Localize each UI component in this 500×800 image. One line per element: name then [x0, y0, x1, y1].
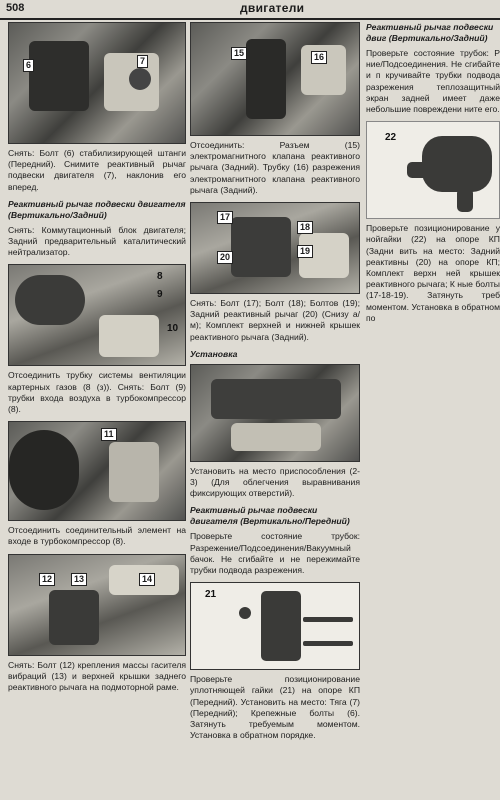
callout-label: 21 [205, 589, 217, 601]
callout-label: 6 [23, 59, 34, 72]
callout-label: 15 [231, 47, 247, 60]
engine-part [99, 315, 159, 357]
figure-c1-3 [8, 421, 186, 521]
heading-c2-2: Реактивный рычаг подвески двигателя (Вертикально/Передний) [190, 505, 350, 527]
nut-shape [239, 607, 251, 619]
engine-mount-part [407, 162, 437, 178]
engine-part [49, 590, 99, 645]
figure-c3-1 [366, 121, 500, 219]
callout-label: 17 [217, 211, 233, 224]
callout-label: 22 [385, 132, 397, 144]
engine-part [246, 39, 286, 119]
engine-part [231, 423, 321, 451]
engine-mount-part [261, 591, 301, 661]
bolt-shape [129, 68, 151, 90]
callout-label: 14 [139, 573, 155, 586]
caption-c2-4: Проверьте позиционирование уплотняющей гайки (21) на опоре КП (Передний). Установить на место: Тяга (7) (Передний); Крепежные болты (6). Затянуть требуемым моментом. Установка в обратном порядке. [190, 674, 360, 741]
caption-c1-3: Отсоединить соединительный элемент на входе в турбокомпрессор (8). [8, 525, 186, 547]
callout-label: 16 [311, 51, 327, 64]
bolt-shape [303, 641, 353, 646]
figure-c2-1 [190, 22, 360, 136]
engine-part [15, 275, 85, 325]
heading-install: Установка [190, 348, 238, 359]
engine-part [9, 430, 79, 510]
engine-part [29, 41, 89, 111]
callout-label: 18 [297, 221, 313, 234]
text-c1-1: Снять: Коммутационный блок двигателя; Задний предварительный каталитический нейтрализатор. [8, 224, 186, 258]
figure-c1-1 [8, 22, 186, 144]
callout-label: 20 [217, 251, 233, 264]
text-c2-2: Проверьте состояние трубок: Разрежение/Подсоединения/Вакуумный бачок. Не сгибайте и не пережимайте трубки подвода разрежения. [190, 531, 360, 576]
heading-c1-1: Реактивный рычаг подвески двигателя (Вертикально/Задний) [8, 198, 186, 220]
column-2 [190, 22, 360, 747]
page-header [0, 0, 500, 20]
callout-label: 7 [137, 55, 148, 68]
bolt-shape [303, 617, 353, 622]
caption-c1-2: Отсоединить трубку системы вентиляции картерных газов (8 (з)). Снять: Болт (9) трубки входа воздуха в турбокомпрессор (8). [8, 370, 186, 415]
section-title: двигатели [240, 1, 305, 15]
figure-c2-3 [190, 364, 360, 462]
engine-part [231, 217, 291, 277]
figure-c1-2 [8, 264, 186, 366]
caption-c1-1: Снять: Болт (6) стабилизирующей штанги (Передний). Снимите реактивный рычаг подвески двигателя (7), наклонив его вперед. [8, 148, 186, 192]
callout-label: 10 [167, 323, 179, 335]
callout-label: 8 [157, 271, 163, 283]
page-number: 508 [6, 2, 25, 14]
engine-mount-part [457, 188, 473, 212]
column-1 [8, 22, 186, 699]
text-c3-2: Проверьте позиционирование у нойгайки (22) на опоре КП (Задни вить на место: Задний реактивны (20) на опоре КП; Комплект верхн ней крышек реактивного рычага; К ные болты (17-18-19). Затянуть треб моментом. Установка в обратном по [366, 223, 500, 323]
caption-c2-1: Отсоединить: Разъем (15) электромагнитного клапана реактивного рычага (Задний). Трубку (16) разрежения электромагнитного клапана реактивного рычага (Задний). [190, 140, 360, 195]
caption-c2-3: Установить на место приспособления (2-3) (Для облегчения выравнивания фиксирующих отверстий). [190, 465, 360, 499]
callout-label: 12 [39, 573, 55, 586]
figure-c1-4 [8, 554, 186, 656]
callout-label: 11 [101, 428, 117, 441]
text-c3-1: Проверьте состояние трубок: Р ние/Подсоединения. Не сгибайте и п кручивайте трубки подвода разрежения теплозащитный экран задней имеет даже небольшие повреждени ните его. [366, 48, 500, 115]
figure-c2-4 [190, 582, 360, 670]
callout-label: 9 [157, 289, 163, 301]
caption-c2-2: Снять: Болт (17); Болт (18); Болтов (19); Задний реактивный рычаг (20) (Снизу а/м); Комплект верхней и нижней крышек реактивного рычага (Задний). [190, 298, 360, 342]
figure-c2-2 [190, 202, 360, 294]
callout-label: 19 [297, 245, 313, 258]
caption-c1-4: Снять: Болт (12) крепления массы гасителя вибраций (13) и верхней крышки заднего реактивного рычага на подмоторной раме. [8, 659, 186, 693]
callout-label: 13 [71, 573, 87, 586]
heading-c3-1: Реактивный рычаг подвески двиг (Вертикально/Задний) [366, 22, 494, 43]
column-3 [366, 22, 500, 330]
engine-part [109, 442, 159, 502]
engine-part [211, 379, 341, 419]
